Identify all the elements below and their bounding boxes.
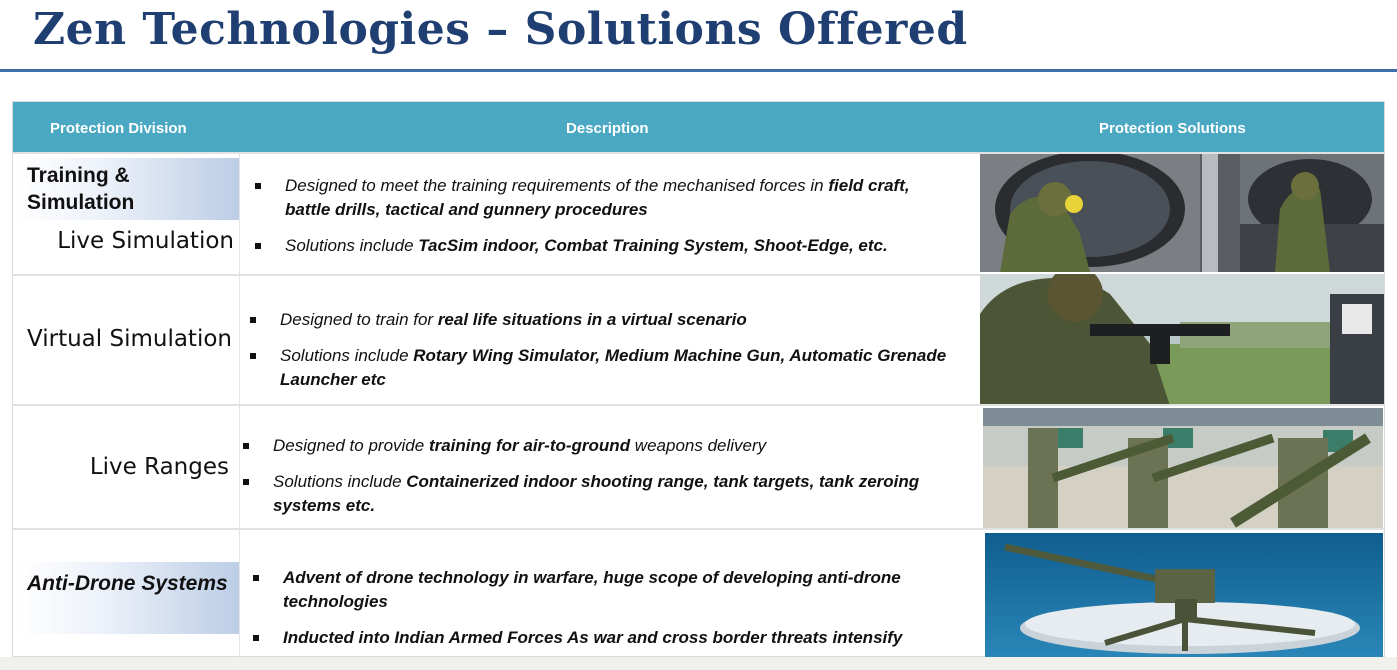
table-header <box>13 102 1384 152</box>
solutions-table <box>12 101 1385 657</box>
soldier-aiming-rifle-photo <box>980 274 1384 406</box>
list-item: Solutions include Rotary Wing Simulator, Medium Machine Gun, Automatic Grenade Launcher etc <box>250 344 950 392</box>
subcategory-live-ranges: Live Ranges <box>89 454 229 480</box>
title-divider <box>0 69 1397 72</box>
page-title: Zen Technologies – Solutions Offered <box>33 4 968 55</box>
bullet-list <box>253 566 973 662</box>
list-item: Advent of drone technology in warfare, huge scope of developing anti-drone technologies <box>253 566 973 614</box>
bullet-list <box>250 308 950 404</box>
table-row <box>13 528 1384 658</box>
list-item: Designed to provide training for air-to-ground weapons delivery <box>243 434 943 458</box>
soldiers-indoor-simulator-photo <box>980 154 1384 272</box>
subcategory-live-simulation: Live Simulation <box>57 228 234 254</box>
list-item: Designed to train for real life situations in a virtual scenario <box>250 308 950 332</box>
footer-band <box>0 657 1397 670</box>
header-protection-solutions: Protection Solutions <box>1099 120 1246 137</box>
list-item: Solutions include Containerized indoor shooting range, tank targets, tank zeroing systems etc. <box>243 470 943 518</box>
soldiers-launcher-range-photo <box>983 408 1383 528</box>
header-description: Description <box>566 120 649 137</box>
list-item: Solutions include TacSim indoor, Combat Training System, Shoot-Edge, etc. <box>255 234 945 258</box>
category-anti-drone-systems: Anti-Drone Systems <box>15 562 239 634</box>
list-item: Inducted into Indian Armed Forces As war and cross border threats intensify <box>253 626 973 650</box>
bullet-list <box>243 434 943 530</box>
table-row <box>13 404 1384 528</box>
anti-drone-gun-render <box>985 533 1383 657</box>
header-protection-division: Protection Division <box>50 120 187 137</box>
category-training-simulation: Training & Simulation <box>15 158 239 220</box>
table-row <box>13 152 1384 274</box>
list-item: Designed to meet the training requirements of the mechanised forces in field craft, battle drills, tactical and gunnery procedures <box>255 174 945 222</box>
bullet-list <box>255 174 945 270</box>
table-row <box>13 274 1384 404</box>
subcategory-virtual-simulation: Virtual Simulation <box>27 326 232 352</box>
